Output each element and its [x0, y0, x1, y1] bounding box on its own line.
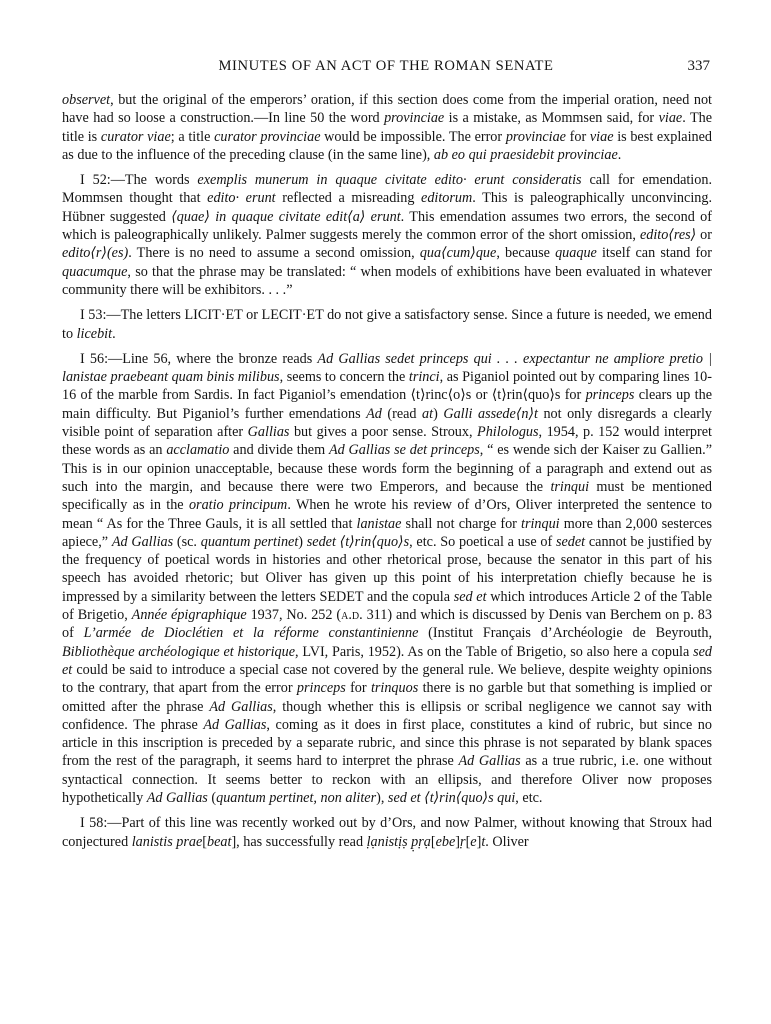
latin-term: Ad Gallias sedet princeps qui . . . expectantur ne ampliore pretio | lanistae praebeant quam binis milibus [62, 350, 712, 386]
text-run: (sc. [173, 533, 201, 550]
latin-term: princeps [296, 680, 346, 697]
text-run: . This is paleographically unconvincing. Hübner suggested [62, 190, 712, 225]
latin-term: ab eo qui praesidebit provinciae [433, 146, 618, 163]
text-run: , so that the phrase may be translated: “ when models of exhibitions have been evaluated in whatever community there will be exhibitors. . . .” [62, 263, 712, 298]
latin-term: oratio principum [188, 497, 288, 514]
text-run: . This emendation assumes two errors, the second of which is paleographically unlikely. Palmer suggests merely the common error of the short omission, [62, 208, 712, 244]
text-run: cannot be justified by the frequency of poetical words in histories and other rhetorical prose, because the senator in this part of his speech has avoided rhetoric; but Oliver has given up this point of his interpretation chiefly because he is impressed by a similarity between the letters SEDET and the copula [62, 533, 713, 605]
text-run: ), [376, 789, 388, 806]
latin-term: qua⟨cum⟩que [419, 245, 497, 262]
text-run: [ [202, 833, 208, 850]
latin-term: at [422, 405, 434, 422]
text-run: , because [496, 245, 556, 262]
latin-term: Ad Gallias [203, 716, 267, 733]
latin-term: sed et [62, 643, 712, 678]
text-run: reflected a misreading [275, 190, 422, 207]
text-run: is a mistake, as Mommsen said, for [444, 110, 659, 127]
text-run: must be mentioned specifically as in the [62, 478, 712, 514]
latin-term: trinqui [550, 478, 590, 495]
latin-term: viae [589, 128, 614, 145]
text-run: ) [433, 405, 444, 422]
body-text [62, 91, 712, 851]
text-run: . [112, 325, 116, 342]
latin-term: edito⟨res⟩ [639, 227, 697, 244]
latin-term: Ad Gallias [111, 533, 174, 550]
latin-term: curator provinciae [214, 128, 321, 145]
text-run: , etc. [515, 789, 543, 806]
text-run: for [565, 128, 590, 145]
latin-term: Ad [366, 405, 382, 422]
running-title: MINUTES OF AN ACT OF THE ROMAN SENATE [218, 58, 554, 74]
text-run: as a true rubric, i.e. one without syntactical connection. It seems better to reckon with an ellipsis, and therefore Oliver now proposes hypothetically [62, 753, 713, 806]
text-run: is best explained as due to the influence of the preceding clause (in the same line), [62, 128, 713, 163]
latin-term: provinciae [505, 128, 566, 145]
text-run: but gives a poor sense. Stroux, [289, 424, 478, 441]
paragraph-line-58 [62, 814, 712, 851]
text-run: ] [455, 833, 461, 850]
latin-term: beat [207, 833, 232, 850]
text-run: . When he wrote his review of d’Ors, Oliver interpreted the sentence to mean “ As for the Three Gauls, it is all settled that [62, 497, 713, 532]
paragraph-line-52 [62, 171, 712, 299]
text-run: , though whether this is ellipsis or scribal negligence we cannot say with confidence. The phrase [62, 698, 712, 733]
latin-term: Gallias [247, 424, 290, 441]
latin-term: sedet ⟨t⟩rin⟨quo⟩s [306, 533, 410, 550]
paragraph-line-56 [62, 350, 712, 807]
text-run: ) [298, 533, 307, 550]
text-run: would be impossible. The error [320, 128, 506, 145]
era-abbreviation: a.d. [341, 607, 363, 624]
latin-term: Galli assede⟨n⟩t [443, 405, 538, 422]
latin-term: ḷạnistịṣ p̣ṛạ [366, 833, 431, 850]
work-title: Bibliothèque archéologique et historique [62, 643, 296, 660]
latin-term: edito· erunt [207, 190, 276, 207]
paragraph-1 [62, 91, 712, 164]
latin-term: e [470, 833, 477, 850]
text-run: I 56:—Line 56, where the bronze reads [80, 350, 318, 367]
text-run: , as Piganiol pointed out by comparing lines 10-16 of the marble from Sardis. In fact Piganiol’s emendation ⟨t⟩rinc⟨o⟩s or ⟨t⟩rin⟨quo⟩s for [62, 369, 712, 404]
work-title: Année épigraphique [131, 607, 247, 624]
latin-term: quaque [555, 245, 597, 262]
text-run: I 58:—Part of this line was recently worked out by d’Ors, and now Palmer, without knowing that Stroux had conjectured [62, 815, 712, 850]
text-run: more than 2,000 sesterces apiece,” [62, 515, 712, 550]
text-run: for [345, 680, 371, 697]
latin-term: trinquos [370, 680, 419, 697]
text-run: ( [207, 789, 217, 806]
paragraph-line-53 [62, 306, 712, 343]
latin-term: Ad Gallias [209, 698, 273, 715]
text-run: 311) and which is discussed by Denis van Berchem on p. 83 of [62, 607, 712, 642]
text-run: , seems to concern the [279, 369, 409, 386]
text-run: could be said to introduce a special case not covered by the general rule. We believe, despite weighty opinions to the contrary, that apart from the error [62, 661, 712, 697]
text-run: or [696, 227, 712, 244]
latin-term: ebe [435, 833, 456, 850]
latin-term: Ad Gallias [458, 753, 521, 770]
text-run: not only disregards a clearly visible point of separation after [62, 405, 713, 441]
latin-term: viae [658, 110, 683, 127]
latin-term: Ad Gallias se det princeps [328, 442, 480, 459]
work-title: L’armée de Dioclétien et la réforme constantinienne [83, 625, 419, 642]
text-run: call for emendation. Mommsen thought that [62, 172, 712, 207]
latin-term: sed et [453, 588, 487, 605]
text-run: ; a title [170, 128, 215, 145]
work-title: Philologus [477, 424, 539, 441]
text-run: , LVI, Paris, 1952). As on the Table of Brigetio, so also here a copula [295, 643, 694, 660]
latin-term: quacumque [62, 263, 128, 280]
latin-term: licebit [76, 325, 113, 342]
text-run: . The title is [62, 110, 712, 145]
latin-term: ṛ [460, 833, 466, 850]
latin-term: trinci [408, 369, 440, 386]
text-run: (Institut Français d’Archéologie de Beyrouth, [418, 625, 712, 642]
latin-term: editorum [421, 190, 473, 207]
text-run: . [617, 146, 622, 163]
latin-term: provinciae [384, 110, 445, 127]
text-run: , coming as it does in first place, constitutes a kind of rubric, but since no article in this inscription is preceded by a separate rubric, and since this phrase is not separated by blank spaces from the rest of the paragraph, it seems hard to interpret the phrase [62, 716, 712, 770]
text-run: shall not charge for [401, 515, 521, 532]
page-number: 337 [687, 58, 710, 74]
text-run: [ [430, 833, 436, 850]
latin-term: sed et ⟨t⟩rin⟨quo⟩s qui [387, 789, 516, 806]
text-run: clears up the main difficulty. But Piganiol’s further emendations [62, 387, 712, 422]
text-run: , etc. So poetical a use of [409, 533, 556, 550]
latin-term: quantum pertinet, non aliter [216, 789, 377, 806]
latin-term: ⟨quae⟩ in quaque civitate edit⟨a⟩ erunt [171, 208, 401, 225]
latin-term: quantum pertinet [200, 533, 299, 550]
text-run: ] [476, 833, 482, 850]
text-run: (read [381, 405, 423, 422]
latin-term: curator viae [100, 128, 171, 145]
text-run: I 52:—The words [80, 172, 198, 189]
latin-term: Ad Gallias [146, 789, 208, 806]
text-run: there is no garble but that something is implied or omitted after the phrase [62, 680, 712, 715]
text-run: itself can stand for [596, 245, 712, 262]
latin-term: lanistis prae [131, 833, 203, 850]
latin-term: observet [62, 92, 111, 108]
latin-term: t [481, 833, 486, 850]
latin-term: trinqui [521, 515, 560, 532]
text-run: and divide them [229, 442, 329, 459]
text-run: which introduces Article 2 of the Table of Brigetio, [62, 588, 713, 624]
text-run: , 1954, p. 152 would interpret these words as an [62, 424, 712, 459]
text-run: ], has successfully read [231, 833, 367, 850]
latin-term: edito⟨r⟩(es) [62, 245, 129, 262]
text-run: I 53:—The letters LICIT·ET or LECIT·ET do not give a satisfactory sense. Since a future is needed, we emend to [62, 307, 712, 342]
latin-term: sedet [555, 533, 586, 550]
latin-term: lanistae [356, 515, 402, 532]
text-run: 1937, No. 252 ( [246, 607, 342, 624]
latin-term: acclamatio [166, 442, 230, 459]
text-run: [ [465, 833, 471, 850]
latin-term: exemplis munerum in quaque civitate edito· erunt consideratis [197, 172, 582, 189]
text-run: . There is no need to assume a second omission, [128, 245, 420, 262]
latin-term: princeps [585, 387, 635, 404]
text-run: , “ es wende sich der Kaiser zu Gallien.” This is in our opinion unacceptable, because these words form the beginning of a paragraph and extend out as such into the margin, and because there were two Emperors, and because the [62, 442, 712, 495]
running-header [62, 58, 710, 80]
text-run: , but the original of the emperors’ oration, if this section does come from the imperial oration, need not have had so loose a construction.—In line 50 the word [62, 92, 712, 127]
text-run: . Oliver [485, 833, 529, 850]
